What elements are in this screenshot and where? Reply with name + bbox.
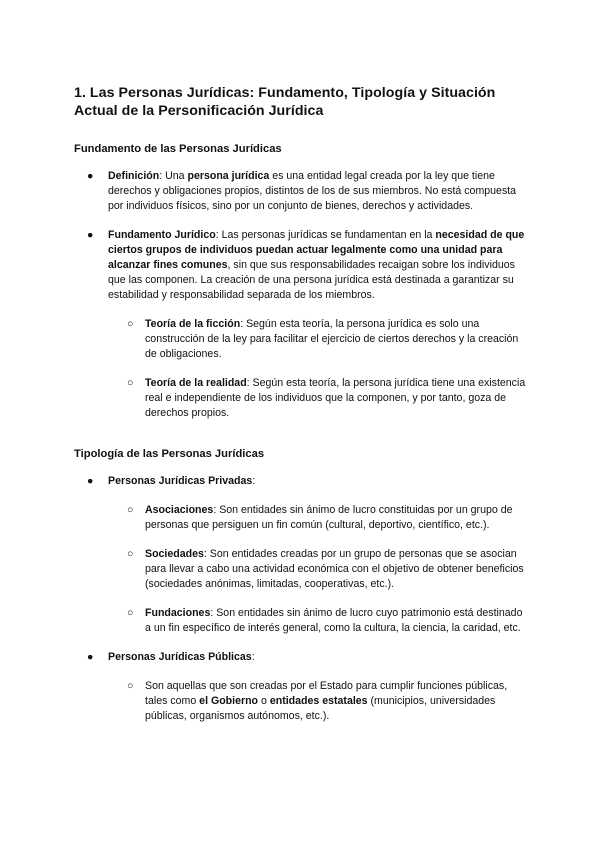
body-text: , sin que sus responsabilidades recaigan sobre los individuos que las componen. La creación de una persona jurídica está destinada a garantizar su estabilidad y responsabilidad separada de los miembros. (108, 259, 515, 301)
body-text: (municipios, universidades públicas, organismos autónomos, etc.). (145, 695, 496, 722)
term-label: Fundamento Jurídico (108, 229, 216, 241)
section-heading-tipologia: Tipología de las Personas Jurídicas (74, 448, 265, 460)
body-text: : Las personas jurídicas se fundamentan en la (215, 229, 436, 241)
body-text: o (258, 695, 270, 707)
hollow-bullet-icon: ○ (127, 607, 134, 619)
filled-bullet-icon: ● (87, 475, 94, 487)
body-text: : (252, 475, 256, 487)
list-item-asociaciones (74, 503, 526, 533)
filled-bullet-icon: ● (87, 170, 94, 182)
bold-text: persona jurídica (187, 170, 270, 182)
term-label: Personas Jurídicas Privadas (108, 475, 253, 487)
term-label: Sociedades (145, 548, 204, 560)
list-item-publicas-detalle (74, 679, 526, 724)
term-label: Definición (108, 170, 160, 182)
list-item-privadas (74, 474, 526, 489)
list-item-teoria-realidad (74, 376, 526, 421)
body-text: : Son entidades sin ánimo de lucro constituidas por un grupo de personas que persiguen un fin común (cultural, deportivo, científico, etc.). (145, 504, 513, 531)
filled-bullet-icon: ● (87, 651, 94, 663)
term-label: Teoría de la realidad (145, 377, 247, 389)
hollow-bullet-icon: ○ (127, 377, 134, 389)
term-label: Asociaciones (145, 504, 214, 516)
list-item-fundaciones (74, 606, 526, 636)
body-text: : Según esta teoría, la persona jurídica es solo una construcción de la ley para facilitar el ejercicio de ciertos derechos y la creación de obligaciones. (145, 318, 519, 360)
body-text: : Son entidades creadas por un grupo de personas que se asocian para llevar a cabo una actividad económica con el objetivo de obtener beneficios (sociedades anónimas, limitadas, cooperativas, etc.). (145, 548, 524, 590)
list-item-sociedades (74, 547, 526, 592)
document-page (74, 84, 526, 738)
hollow-bullet-icon: ○ (127, 504, 134, 516)
filled-bullet-icon: ● (87, 229, 94, 241)
body-text: Son aquellas que son creadas por el Estado para cumplir funciones públicas, tales como (145, 680, 508, 707)
body-text: : Son entidades sin ánimo de lucro cuyo patrimonio está destinado a un fin específico de interés general, como la cultura, la ciencia, la caridad, etc. (145, 607, 523, 634)
term-label: Fundaciones (145, 607, 211, 619)
body-text: : Según esta teoría, la persona jurídica tiene una existencia real e independiente de los individuos que la componen, y por tanto, goza de derechos propios. (145, 377, 526, 419)
term-label: Teoría de la ficción (145, 318, 241, 330)
bold-text: el Gobierno (199, 695, 259, 707)
list-item-teoria-ficcion (74, 317, 526, 362)
term-label: Personas Jurídicas Públicas (108, 651, 252, 663)
hollow-bullet-icon: ○ (127, 548, 134, 560)
list-item-definicion (74, 169, 526, 214)
body-text: es una entidad legal creada por la ley que tiene derechos y obligaciones propios, distintos de los de sus miembros. No está compuesta por individuos físicos, sino por un conjunto de bienes, derechos y actividades. (108, 170, 517, 212)
list-item-publicas (74, 650, 526, 665)
body-text: : (251, 651, 255, 663)
bold-text: necesidad de que ciertos grupos de individuos puedan actuar legalmente como una unidad para alcanzar fines comunes (108, 229, 525, 271)
hollow-bullet-icon: ○ (127, 318, 134, 330)
section-heading-fundamento: Fundamento de las Personas Jurídicas (74, 143, 282, 155)
bold-text: entidades estatales (269, 695, 368, 707)
body-text: : Una (159, 170, 188, 182)
list-item-fundamento (74, 228, 526, 303)
hollow-bullet-icon: ○ (127, 680, 134, 692)
document-title: 1. Las Personas Jurídicas: Fundamento, Tipología y Situación Actual de la Personificación Jurídica (74, 85, 496, 119)
